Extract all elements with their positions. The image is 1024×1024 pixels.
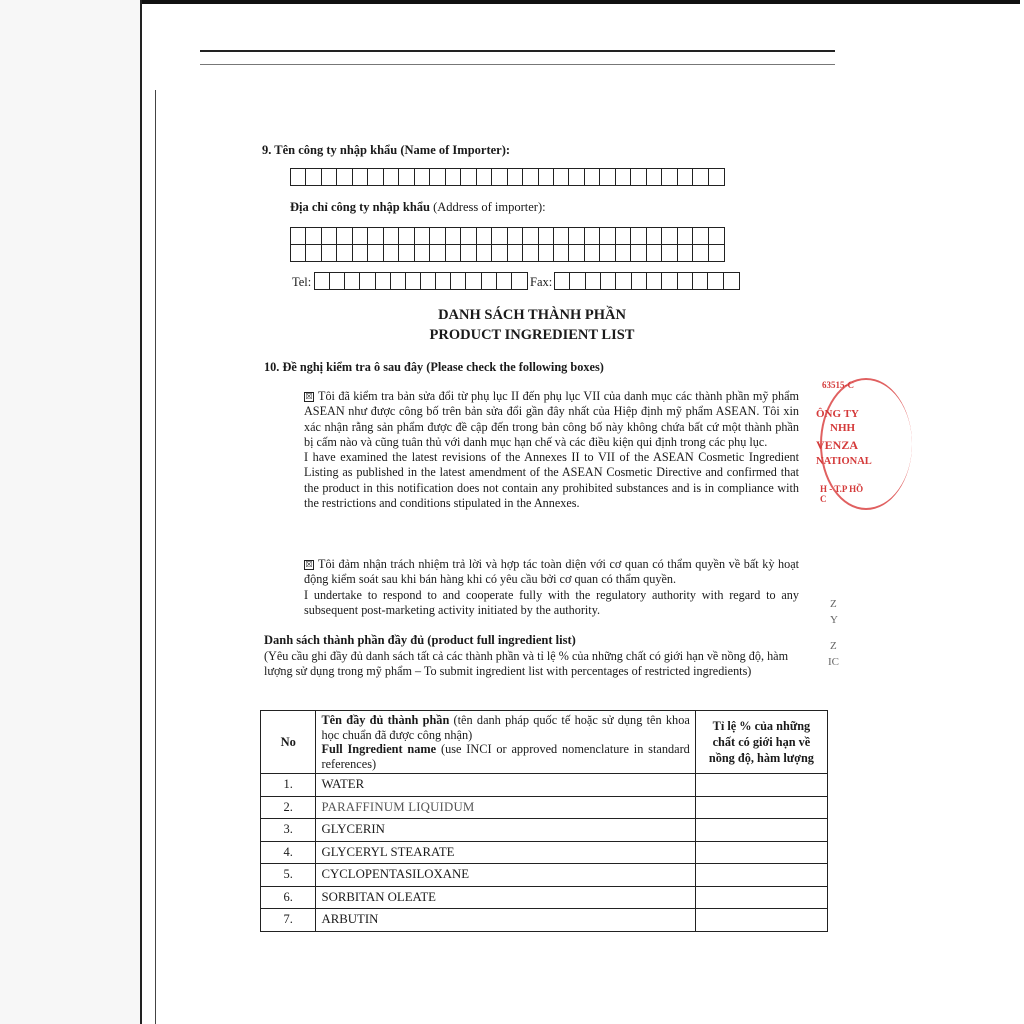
input-box-cell[interactable] [315, 273, 330, 289]
declaration-2-vi: Tôi đảm nhận trách nhiệm trả lời và hợp tác toàn diện với cơ quan có thẩm quyền về bất kỳ hoạt động kiểm soát sau khi bán hàng khi có yêu cầu bởi cơ quan có thẩm quyền. [304, 557, 799, 587]
ingredient-row [261, 796, 828, 819]
input-box-cell[interactable] [600, 169, 615, 185]
header-rule-thin [200, 64, 835, 65]
input-box-cell[interactable] [569, 245, 584, 261]
input-box-cell[interactable] [616, 228, 631, 244]
input-box-cell[interactable] [569, 228, 584, 244]
ingredient-percentage[interactable] [695, 841, 827, 864]
input-box-cell[interactable] [631, 245, 646, 261]
ingredient-number: 6. [261, 886, 316, 909]
header-no: No [261, 711, 316, 774]
input-box-cell[interactable] [353, 228, 368, 244]
input-box-cell[interactable] [446, 169, 461, 185]
importer-name-label: 9. Tên công ty nhập khẩu (Name of Importer): [262, 143, 511, 157]
ingredient-row [261, 774, 828, 797]
ingredient-row [261, 819, 828, 842]
input-box-cell[interactable] [477, 169, 492, 185]
input-box-cell[interactable] [539, 228, 554, 244]
input-box-cell[interactable] [461, 245, 476, 261]
input-box-cell[interactable] [337, 169, 352, 185]
header-percentage: Tỉ lệ % của những chất có giới hạn về nồng độ, hàm lượng [695, 711, 827, 774]
input-box-cell[interactable] [539, 169, 554, 185]
stamp-line-4: VENZA [816, 438, 859, 452]
input-box-cell[interactable] [492, 228, 507, 244]
input-box-cell[interactable] [647, 245, 662, 261]
ingredient-table [260, 710, 828, 932]
ingredient-name: CYCLOPENTASILOXANE [316, 864, 695, 887]
input-box-cell[interactable] [631, 228, 646, 244]
stamp-line-6: H - T.P HỒ C [820, 484, 864, 504]
fax-label: Fax: [530, 275, 553, 289]
input-box-cell[interactable] [585, 169, 600, 185]
list-title-en: PRODUCT INGREDIENT LIST [429, 327, 635, 343]
input-box-cell[interactable] [523, 169, 538, 185]
input-box-cell[interactable] [291, 169, 306, 185]
input-box-cell[interactable] [291, 245, 306, 261]
full-list-note: (Yêu cầu ghi đầy đủ danh sách tất cả các thành phần và tỉ lệ % của những chất có giới hạn về nồng độ, hàm lượng sử dụng trong mỹ phẩm – To submit ingredient list with percentages of restricted ingredients) [264, 649, 789, 679]
input-box-cell[interactable] [446, 228, 461, 244]
input-box-cell[interactable] [477, 228, 492, 244]
input-box-cell[interactable] [586, 273, 601, 289]
input-box-cell[interactable] [399, 228, 414, 244]
ingredient-row [261, 864, 828, 887]
input-box-cell[interactable] [368, 228, 383, 244]
input-box-cell[interactable] [523, 228, 538, 244]
input-box-cell[interactable] [709, 228, 724, 244]
input-box-cell[interactable] [632, 273, 647, 289]
input-box-cell[interactable] [322, 245, 337, 261]
input-box-cell[interactable] [554, 169, 569, 185]
declaration-1-en: I have examined the latest revisions of the Annexes II to VII of the ASEAN Cosmetic Ingredient Listing as published in the latest amendment of the ASEAN Cosmetic Directive and confirmed that the product in this notification does not contain any prohibited substances and is in compliance with the restrictions and conditions stipulated in the Annexes. [304, 450, 799, 511]
ingredient-percentage[interactable] [695, 864, 827, 887]
input-box-cell[interactable] [600, 228, 615, 244]
input-box-cell[interactable] [360, 273, 375, 289]
declaration-2-en: I undertake to respond to and cooperate fully with the regulatory authority with regard to any subsequent post-marketing activity initiated by the authority. [304, 587, 799, 617]
importer-address-boxes-row1[interactable] [290, 227, 725, 245]
input-box-cell[interactable] [616, 169, 631, 185]
fax-boxes[interactable] [554, 272, 740, 290]
section10-label: 10. Đề nghị kiểm tra ô sau đây (Please check the following boxes) [264, 360, 604, 374]
input-box-cell[interactable] [368, 245, 383, 261]
ingredient-number: 7. [261, 909, 316, 932]
importer-name-boxes[interactable] [290, 168, 725, 186]
ingredient-number: 3. [261, 819, 316, 842]
ingredient-percentage[interactable] [695, 796, 827, 819]
input-box-cell[interactable] [451, 273, 466, 289]
tel-boxes[interactable] [314, 272, 528, 290]
input-box-cell[interactable] [512, 273, 527, 289]
importer-address-label: Địa chỉ công ty nhập khẩu (Address of importer): [290, 200, 546, 214]
input-box-cell[interactable] [693, 273, 708, 289]
declaration-2-checkbox[interactable]: ☒ [305, 560, 313, 569]
header-name-vi-rest: (tên danh pháp quốc tế hoặc sử dụng tên khoa học chuẩn đã được công nhận) [321, 713, 690, 742]
tel-label: Tel: [292, 275, 312, 289]
input-box-cell[interactable] [508, 228, 523, 244]
input-box-cell[interactable] [570, 273, 585, 289]
input-box-cell[interactable] [693, 169, 708, 185]
input-box-cell[interactable] [430, 169, 445, 185]
ingredient-row [261, 841, 828, 864]
input-box-cell[interactable] [415, 169, 430, 185]
input-box-cell[interactable] [631, 169, 646, 185]
ingredient-percentage[interactable] [695, 886, 827, 909]
input-box-cell[interactable] [709, 245, 724, 261]
ingredient-percentage[interactable] [695, 819, 827, 842]
input-box-cell[interactable] [647, 169, 662, 185]
input-box-cell[interactable] [662, 169, 677, 185]
input-box-cell[interactable] [554, 228, 569, 244]
input-box-cell[interactable] [555, 273, 570, 289]
input-box-cell[interactable] [601, 273, 616, 289]
input-box-cell[interactable] [492, 169, 507, 185]
input-box-cell[interactable] [647, 273, 662, 289]
input-box-cell[interactable] [384, 228, 399, 244]
input-box-cell[interactable] [384, 169, 399, 185]
company-stamp [812, 378, 872, 506]
scan-left-shadow [0, 0, 140, 1024]
input-box-cell[interactable] [523, 245, 538, 261]
input-box-cell[interactable] [337, 245, 352, 261]
declaration-1 [304, 389, 799, 511]
input-box-cell[interactable] [415, 245, 430, 261]
ingredient-name: WATER [316, 774, 695, 797]
input-box-cell[interactable] [693, 245, 708, 261]
input-box-cell[interactable] [368, 169, 383, 185]
input-box-cell[interactable] [391, 273, 406, 289]
input-box-cell[interactable] [322, 228, 337, 244]
ingredient-row [261, 909, 828, 932]
margin-mark-3: Z [830, 640, 837, 652]
input-box-cell[interactable] [306, 245, 321, 261]
input-box-cell[interactable] [678, 169, 693, 185]
input-box-cell[interactable] [616, 245, 631, 261]
input-box-cell[interactable] [436, 273, 451, 289]
input-box-cell[interactable] [384, 245, 399, 261]
input-box-cell[interactable] [477, 245, 492, 261]
ingredient-number: 4. [261, 841, 316, 864]
ingredient-name: PARAFFINUM LIQUIDUM [316, 796, 695, 819]
ingredient-number: 2. [261, 796, 316, 819]
input-box-cell[interactable] [376, 273, 391, 289]
input-box-cell[interactable] [492, 245, 507, 261]
input-box-cell[interactable] [446, 245, 461, 261]
ingredient-percentage[interactable] [695, 774, 827, 797]
input-box-cell[interactable] [554, 245, 569, 261]
margin-mark-2: Y [830, 614, 838, 626]
input-box-cell[interactable] [461, 228, 476, 244]
input-box-cell[interactable] [508, 245, 523, 261]
input-box-cell[interactable] [600, 245, 615, 261]
input-box-cell[interactable] [406, 273, 421, 289]
input-box-cell[interactable] [662, 273, 677, 289]
stamp-line-2: ÔNG TY [816, 408, 859, 420]
header-name-bold-vi: Tên đầy đủ thành phần [321, 713, 450, 727]
input-box-cell[interactable] [415, 228, 430, 244]
input-box-cell[interactable] [585, 228, 600, 244]
declaration-2 [304, 557, 799, 618]
stamp-line-5: NATIONAL [816, 456, 872, 467]
input-box-cell[interactable] [399, 169, 414, 185]
input-box-cell[interactable] [647, 228, 662, 244]
scan-top-border [140, 0, 1020, 4]
declaration-1-checkbox[interactable]: ☒ [305, 392, 313, 401]
input-box-cell[interactable] [497, 273, 512, 289]
ingredient-name: GLYCERYL STEARATE [316, 841, 695, 864]
input-box-cell[interactable] [482, 273, 497, 289]
header-name-en-rest: (use INCI or approved nomenclature in standard references) [321, 742, 690, 771]
input-box-cell[interactable] [508, 169, 523, 185]
margin-mark-4: IC [828, 656, 839, 668]
input-box-cell[interactable] [330, 273, 345, 289]
input-box-cell[interactable] [466, 273, 481, 289]
input-box-cell[interactable] [306, 169, 321, 185]
header-name-bold-en: Full Ingredient name [321, 742, 437, 756]
page-fold-edge [155, 90, 156, 1024]
input-box-cell[interactable] [662, 228, 677, 244]
input-box-cell[interactable] [678, 245, 693, 261]
input-box-cell[interactable] [616, 273, 631, 289]
input-box-cell[interactable] [539, 245, 554, 261]
header-rule-thick [200, 50, 835, 52]
input-box-cell[interactable] [399, 245, 414, 261]
input-box-cell[interactable] [421, 273, 436, 289]
input-box-cell[interactable] [724, 273, 739, 289]
input-box-cell[interactable] [709, 169, 724, 185]
input-box-cell[interactable] [678, 273, 693, 289]
ingredient-table-header [261, 711, 828, 774]
ingredient-row [261, 886, 828, 909]
input-box-cell[interactable] [291, 228, 306, 244]
input-box-cell[interactable] [662, 245, 677, 261]
input-box-cell[interactable] [337, 228, 352, 244]
importer-address-boxes-row2[interactable] [290, 244, 725, 262]
ingredient-number: 5. [261, 864, 316, 887]
input-box-cell[interactable] [345, 273, 360, 289]
input-box-cell[interactable] [678, 228, 693, 244]
ingredient-percentage[interactable] [695, 909, 827, 932]
ingredient-number: 1. [261, 774, 316, 797]
declaration-1-vi: Tôi đã kiểm tra bản sửa đổi từ phụ lục II đến phụ lục VII của danh mục các thành phần mỹ phẩm ASEAN như được công bố trên bản sửa đổi gần đây nhất của Hiệp định mỹ phẩm ASEAN. Tôi xin xác nhận rằng sản phẩm được đề cập đến trong bản công bố này không chứa bất cứ một thành phần bị cấm nào và cũng tuân thủ với danh mục hạn chế và các điều kiện qui định trong các phụ lục. [304, 389, 799, 449]
input-box-cell[interactable] [353, 245, 368, 261]
input-box-cell[interactable] [708, 273, 723, 289]
input-box-cell[interactable] [353, 169, 368, 185]
input-box-cell[interactable] [693, 228, 708, 244]
input-box-cell[interactable] [430, 228, 445, 244]
ingredient-name: ARBUTIN [316, 909, 695, 932]
stamp-line-1: 63515-C [822, 380, 854, 390]
input-box-cell[interactable] [585, 245, 600, 261]
input-box-cell[interactable] [306, 228, 321, 244]
input-box-cell[interactable] [461, 169, 476, 185]
ingredient-name: SORBITAN OLEATE [316, 886, 695, 909]
full-list-title: Danh sách thành phần đầy đủ (product full ingredient list) [264, 633, 576, 647]
input-box-cell[interactable] [322, 169, 337, 185]
stamp-line-3: NHH [830, 422, 856, 434]
scan-left-border [140, 0, 142, 1024]
input-box-cell[interactable] [569, 169, 584, 185]
input-box-cell[interactable] [430, 245, 445, 261]
margin-mark-1: Z [830, 598, 837, 610]
header-name [316, 711, 695, 774]
list-title-vi: DANH SÁCH THÀNH PHẦN [438, 307, 626, 323]
ingredient-name: GLYCERIN [316, 819, 695, 842]
